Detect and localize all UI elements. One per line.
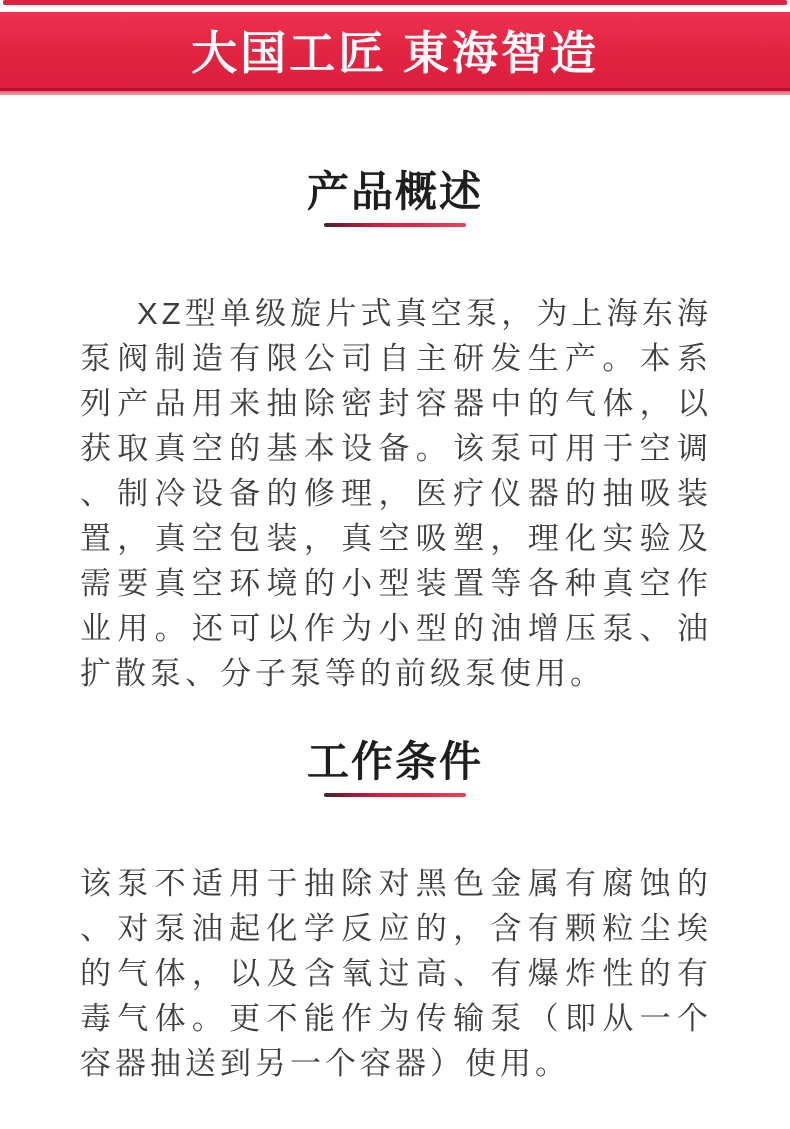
- working-conditions-title: 工作条件: [306, 738, 483, 785]
- text-line: XZ型单级旋片式真空泵，为上海东海: [137, 296, 712, 331]
- banner: [0, 12, 790, 91]
- text-line: 的气体，以及含氧过高、有爆炸性的有: [80, 956, 712, 991]
- text-line: 扩散泵、分子泵等的前级泵使用。: [80, 656, 605, 691]
- working-conditions-title-underline: [324, 793, 466, 797]
- banner-title: 大国工匠 東海智造: [191, 27, 599, 79]
- top-accent-strip: [3, 0, 787, 5]
- product-overview-title: 产品概述: [306, 168, 483, 215]
- product-overview-title-underline: [324, 223, 466, 227]
- section-product-overview: [0, 168, 790, 696]
- text-line: 泵阀制造有限公司自主研发生产。本系: [80, 341, 712, 376]
- text-line: 业用。还可以作为小型的油增压泵、油: [80, 611, 712, 646]
- text-line: 该泵不适用于抽除对黑色金属有腐蚀的: [80, 866, 712, 901]
- text-line: 、对泵油起化学反应的，含有颗粒尘埃: [80, 911, 712, 946]
- banner-underline: [0, 91, 790, 95]
- text-line: 置，真空包装，真空吸塑，理化实验及: [80, 521, 712, 556]
- text-line: 容器抽送到另一个容器）使用。: [80, 1046, 570, 1081]
- text-line: 毒气体。更不能作为传输泵（即从一个: [80, 1001, 712, 1036]
- text-line: 、制冷设备的修理，医疗仪器的抽吸装: [80, 476, 712, 511]
- text-line: 列产品用来抽除密封容器中的气体，以: [80, 386, 712, 421]
- text-line: 需要真空环境的小型装置等各种真空作: [80, 566, 712, 601]
- product-overview-paragraph: [80, 291, 712, 696]
- text-line: 获取真空的基本设备。该泵可用于空调: [80, 431, 712, 466]
- section-working-conditions: [0, 738, 790, 1086]
- working-conditions-paragraph: [80, 861, 712, 1086]
